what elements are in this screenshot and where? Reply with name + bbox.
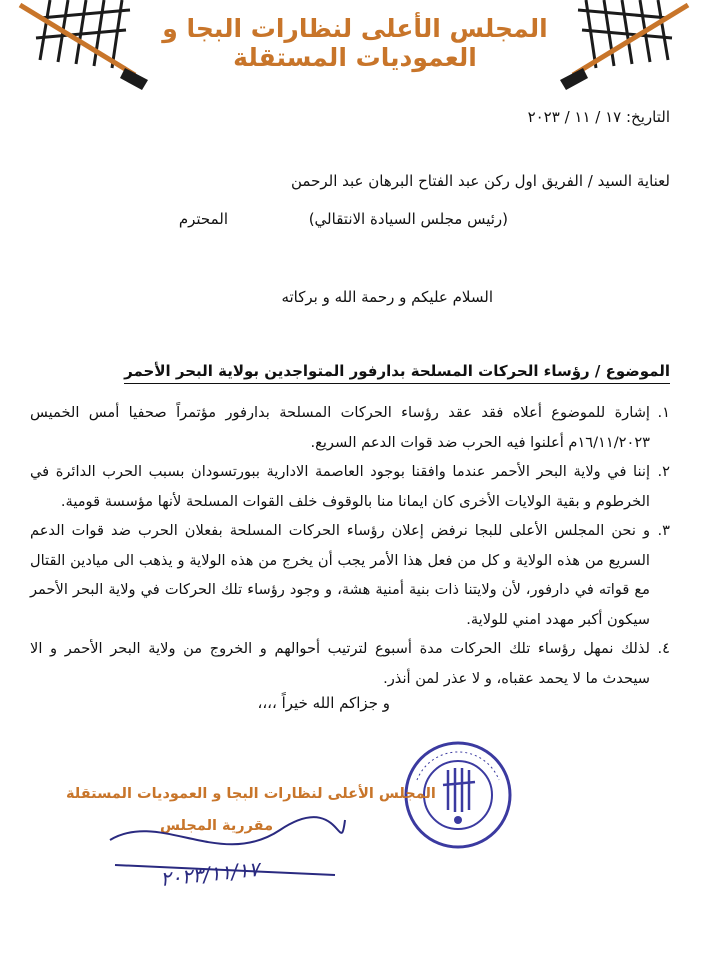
paragraph-number: ٢. (657, 463, 670, 480)
paragraph (30, 634, 670, 693)
paragraph-number: ٣. (657, 522, 670, 539)
paragraph-number: ٤. (657, 640, 670, 657)
letter-date: التاريخ: ١٧ / ١١ / ٢٠٢٣ (527, 108, 670, 126)
paragraph-text: لذلك نمهل رؤساء تلك الحركات مدة أسبوع لترتيب أحوالهم و الخروج من ولاية البحر الأحمر و الا سيحدث ما لا يحمد عقباه، و لا عذر لمن أنذر. (30, 640, 650, 687)
recipient-name: لعناية السيد / الفريق اول ركن عبد الفتاح البرهان عبد الرحمن (291, 172, 670, 190)
signature-date: ٢٠٢٣/١١/١٧ (159, 856, 261, 892)
letterhead-title: المجلس الأعلى لنظارات البجا و العموديات المستقلة (162, 14, 548, 72)
letter-body (30, 398, 670, 693)
signature-role: مقررية المجلس (160, 818, 274, 834)
paragraph-text: إشارة للموضوع أعلاه فقد عقد رؤساء الحركات المسلحة بدارفور مؤتمراً صحفيا أمس الخميس ١٦/١١/٢٠٢٣م أعلنوا فيه الحرب ضد قوات الدعم السريع. (30, 404, 650, 451)
tribal-comb-sword-icon (0, 0, 170, 95)
paragraph (30, 457, 670, 516)
recipient-honorific: المحترم (178, 210, 228, 228)
subject-line: الموضوع / رؤساء الحركات المسلحة بدارفور المتواجدين بولاية البحر الأحمر (124, 362, 670, 384)
paragraph (30, 516, 670, 634)
greeting: السلام عليكم و رحمة الله و بركاته (281, 288, 493, 306)
recipient-title: (رئيس مجلس السيادة الانتقالي) (308, 210, 508, 228)
signature-organization: المجلس الأعلى لنظارات البجا و العموديات المستقلة (66, 786, 436, 802)
paragraph (30, 398, 670, 457)
tribal-comb-sword-icon (538, 0, 708, 95)
paragraph-text: إننا في ولاية البحر الأحمر عندما وافقنا بوجود العاصمة الادارية ببورتسودان بسبب الحرب الدائرة في الخرطوم و بقية الولايات الأخرى كان ايمانا منا بالوقوف خلف القوات المسلحة لأنها مؤسسة قومية. (30, 463, 650, 510)
paragraph-text: و نحن المجلس الأعلى للبجا نرفض إعلان رؤساء الحركات المسلحة بفعلان الحرب ضد قوات الدعم السريع من هذه الولاية و كل من فعل هذا الأمر يجب أن يخرج من هذه الولاية و يذهب الى ميادين القتال مع قواته في دارفور، لأن ولايتنا ذات بنية أمنية هشة، و وجود رؤساء تلك الحركات في ولاية البحر الأحمر سيكون أكبر مهدد امني للولاية. (30, 522, 650, 628)
paragraph-number: ١. (657, 404, 670, 421)
closing-line: و جزاكم الله خيراً ،،،، (257, 694, 390, 712)
